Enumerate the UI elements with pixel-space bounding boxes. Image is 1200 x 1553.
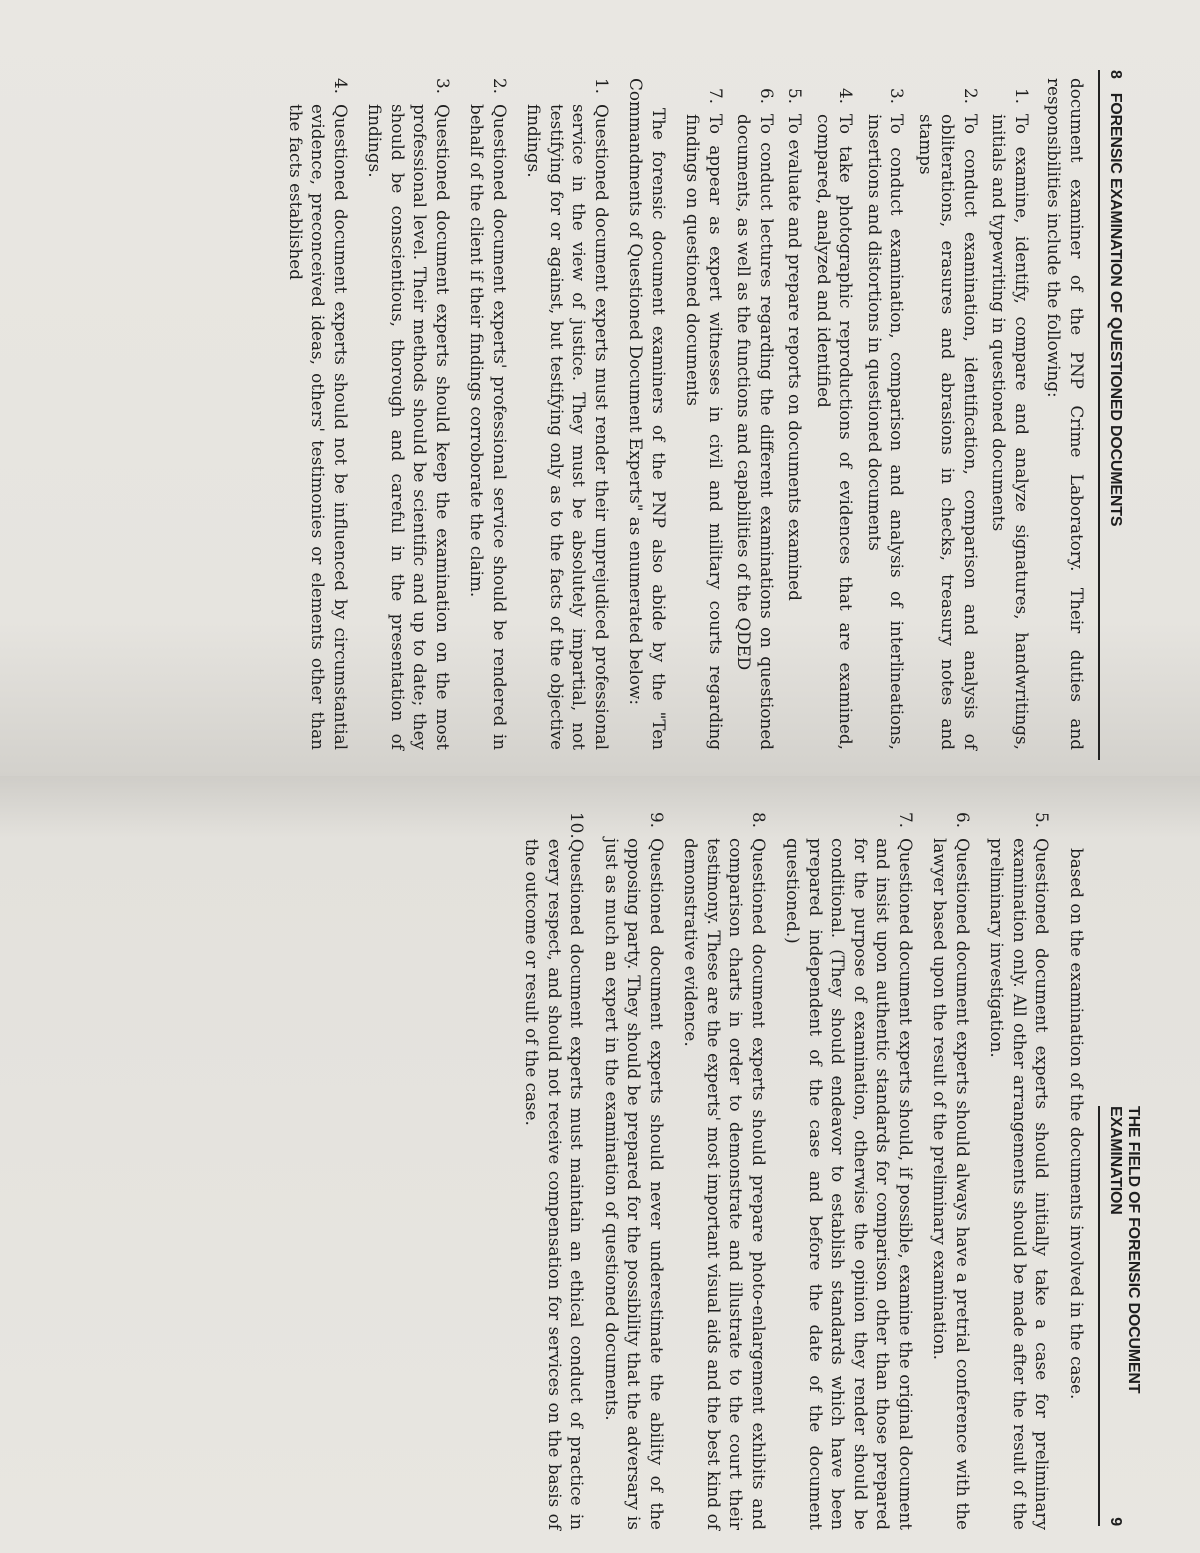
item-text: Questioned document experts must render their unprejudiced professional service in the view of justice. They must be absolutely impartial, not testifying for or against, but testifying only as to the facts of the objective findings. — [524, 104, 612, 750]
left-page — [0, 0, 1200, 776]
item-number: 6. — [757, 88, 777, 105]
duty-item — [915, 88, 983, 750]
commandments-list-right — [521, 812, 1054, 1530]
item-text: Questioned document experts should, if possible, examine the original document and insist upon authentic standards for comparison other than those prepared for the purpose of examination, otherwise the opinion they render should be conditional. (They should endeavor to establish standards which have been prepared independent of the case and before the date of the document questioned.) — [783, 838, 916, 1530]
left-header-title: FORENSIC EXAMINATION OF QUESTIONED DOCUMENTS — [1107, 92, 1124, 527]
item-text: To conduct examination, identification, comparison and analysis of obliterations, erasures and abrasions in checks, treasury notes and stamps — [916, 114, 981, 750]
commandment-item — [523, 78, 613, 750]
item-number: 4. — [836, 88, 857, 105]
item-text: To take photographic reproductions of evidences that are examined, compared, analyzed and identified — [814, 114, 857, 750]
left-page-number: 8 — [1107, 70, 1124, 79]
item-number: 5. — [785, 88, 806, 105]
duty-item — [864, 88, 909, 750]
item-text: To examine, identify, compare and analyze signatures, handwritings, initials and typewriting in questioned documents — [989, 114, 1032, 750]
commandments-intro: The forensic document examiners of the PNP also abide by the "Ten Commandments of Questioned Document Experts" as enumerated below: — [626, 78, 669, 750]
commandments-list-left — [285, 78, 614, 750]
right-page — [0, 776, 1200, 1553]
commandment-item — [929, 812, 974, 1530]
item-number: 7. — [896, 812, 916, 829]
item-number: 4. — [331, 78, 351, 95]
item-text: Questioned document experts should not be influenced by circumstantial evidence, preconceived ideas, others' testimonies or elements other than the facts established — [286, 104, 351, 750]
item-number: 3. — [433, 78, 453, 95]
item-text: Questioned document experts should always have a pretrial conference with the lawyer based upon the result of the preliminary examination. — [930, 838, 973, 1530]
item-number: 2. — [490, 78, 510, 95]
item-text: Questioned document experts must maintain an ethical conduct of practice in every respect, and should not receive compensation for services on the basis of the outcome or result of the case. — [522, 838, 588, 1530]
item-number: 2. — [961, 88, 981, 105]
item-number: 1. — [1012, 88, 1032, 105]
left-page-content — [273, 78, 1089, 750]
commandment-item — [466, 78, 511, 750]
item-number: 3. — [887, 88, 908, 105]
item-number: 1. — [592, 78, 612, 95]
item-number: 8. — [749, 812, 769, 829]
duties-list — [682, 88, 1033, 750]
commandment-item — [285, 78, 353, 750]
item-number: 7. — [706, 88, 726, 105]
item-number: 10. — [567, 812, 588, 839]
item-number: 9. — [647, 812, 667, 829]
commandment-item — [680, 812, 770, 1530]
right-page-number: 9 — [1107, 1517, 1124, 1526]
commandment-item — [986, 812, 1054, 1530]
continuation-text: based on the examination of the documents involved in the case. — [1067, 848, 1087, 1400]
item-text: Questioned document experts should prepare photo-enlargement exhibits and comparison charts in order to demonstrate and illustrate to the court their testimony. These are the experts' most important visual aids and the best kind of demonstrative evidence. — [681, 838, 769, 1530]
left-running-header — [1098, 70, 1128, 760]
item-text: To evaluate and prepare reports on documents examined — [785, 114, 806, 601]
item-number: 6. — [953, 812, 973, 829]
item-text: To conduct lectures regarding the different examinations on questioned documents, as well as the functions and capabilities of the QDED — [734, 114, 777, 750]
item-text: Questioned document experts should never underestimate the ability of the opposing party. They should be prepared for the possibility that the adversary is just as much an expert in the examination of questioned documents. — [602, 838, 667, 1530]
commandment-item — [521, 812, 589, 1530]
right-running-header — [1098, 1106, 1142, 1526]
duty-item — [813, 88, 858, 750]
duty-item — [682, 88, 727, 750]
item-text: To appear as expert witnesses in civil and military courts regarding findings on questioned documents — [683, 114, 726, 750]
commandment-item — [782, 812, 917, 1530]
item-number: 5. — [1032, 812, 1053, 829]
right-header-title: THE FIELD OF FORENSIC DOCUMENT EXAMINATION — [1107, 1106, 1142, 1394]
duty-item — [988, 88, 1033, 750]
commandment-item — [364, 78, 454, 750]
duties-intro: document examiner of the PNP Crime Laboratory. Their duties and responsibilities include the following: — [1044, 78, 1087, 750]
item-text: To conduct examination, comparison and analysis of interlineations, insertions and distortions in questioned documents — [865, 114, 908, 750]
duty-item — [733, 88, 778, 750]
duty-item — [784, 88, 807, 750]
item-text: Questioned document experts should keep the examination on the most professional level. Their methods should be scientific and up to date; they should be conscientious, thorough and careful in the presentation of findings. — [365, 104, 453, 750]
right-page-content — [509, 812, 1088, 1530]
commandment-item — [601, 812, 669, 1530]
item-text: Questioned document experts should initially take a case for preliminary examination only. All other arrangements should be made after the result of the preliminary investigation. — [987, 838, 1053, 1530]
item-text: Questioned document experts' professional service should be rendered in behalf of the client if their findings corroborate the claim. — [467, 104, 510, 750]
